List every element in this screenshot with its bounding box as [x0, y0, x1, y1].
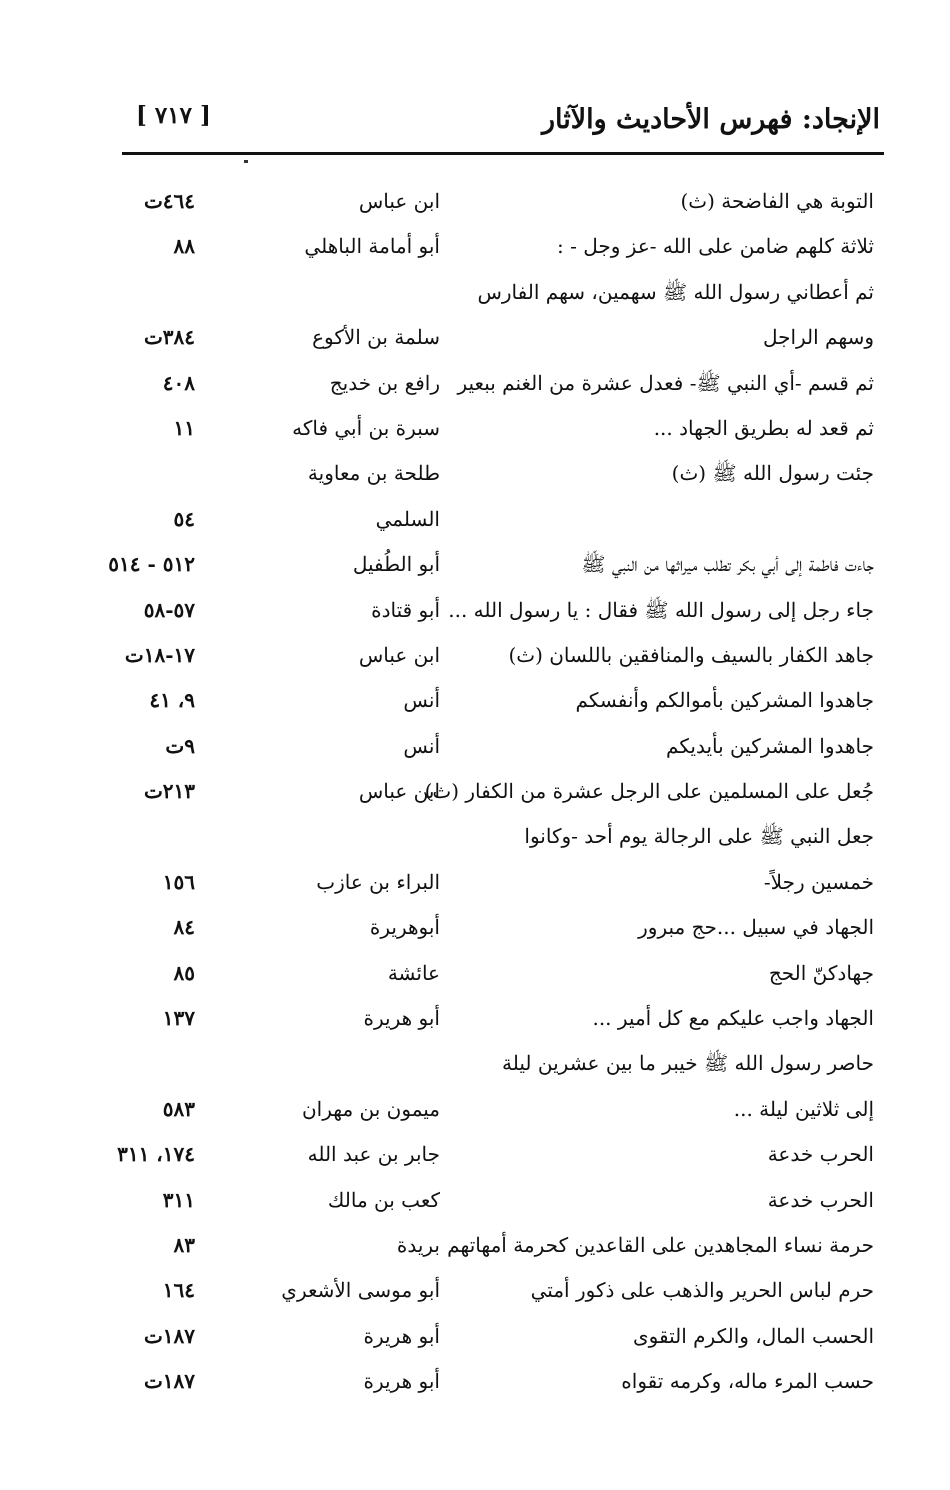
hadith-text: جهادكنّ الحج: [768, 960, 874, 985]
hadith-text: ثم قسم -أي النبي ﷺ- فعدل عشرة من الغنم ببعير: [457, 370, 874, 395]
page-reference: ٣١١: [162, 1187, 195, 1212]
narrator-name: سلمة بن الأكوع: [312, 325, 440, 350]
hadith-text: الحرب خدعة: [767, 1187, 874, 1212]
narrator-name: أبو هريرة: [363, 1369, 440, 1394]
narrator-name: ميمون بن مهران: [301, 1096, 440, 1121]
index-row: [0, 1365, 950, 1410]
index-row: [0, 775, 950, 820]
hadith-text: الجهاد في سبيل ...حج مبرور: [638, 915, 874, 940]
index-row: [0, 730, 950, 775]
page-reference: ٤٠٨: [162, 370, 195, 395]
narrator-name: أبو هريرة: [363, 1323, 440, 1348]
page-reference: ١٨٧ت: [143, 1323, 195, 1348]
hadith-text: حاصر رسول الله ﷺ خيبر ما بين عشرين ليلة: [502, 1051, 874, 1076]
page-reference: ١٧٤، ٣١١: [117, 1142, 195, 1167]
index-row: [0, 1274, 950, 1319]
hadith-text: حسب المرء ماله، وكرمه تقواه: [621, 1369, 874, 1394]
page-reference: ٨٨: [173, 234, 195, 259]
narrator-name: طلحة بن معاوية: [307, 461, 440, 486]
index-row: [0, 548, 950, 593]
index-row: [0, 503, 950, 548]
narrator-name: أبو أمامة الباهلي: [304, 234, 440, 259]
narrator-name: البراء بن عازب: [316, 869, 440, 894]
hadith-text: جُعل على المسلمين على الرجل عشرة من الكفار (ث): [424, 779, 874, 804]
narrator-name: أبو هريرة: [363, 1006, 440, 1031]
page-reference: ١٧-١٨ت: [124, 642, 195, 667]
page-reference: ٩، ٤١: [149, 688, 195, 713]
hadith-text: حرم لباس الحرير والذهب على ذكور أمتي: [530, 1278, 874, 1303]
page-reference: ٥٤: [173, 506, 195, 531]
hadith-text: جعل النبي ﷺ على الرجالة يوم أحد -وكانوا: [524, 824, 874, 849]
hadith-text: ثم أعطاني رسول الله ﷺ سهمين، سهم الفارس: [477, 279, 874, 304]
page-reference: ٣٨٤ت: [143, 325, 195, 350]
index-row: [0, 957, 950, 1002]
page-reference: ٥٨٣: [162, 1096, 195, 1121]
narrator-name: رافع بن خديج: [329, 370, 440, 395]
page-reference: ٨٣: [173, 1232, 195, 1257]
narrator-name: جابر بن عبد الله: [307, 1142, 440, 1167]
index-row: [0, 412, 950, 457]
hadith-text: حرمة نساء المجاهدين على القاعدين كحرمة أمهاتهم: [447, 1232, 874, 1257]
narrator-name: ابن عباس: [358, 779, 440, 804]
narrator-name: أنس: [403, 733, 440, 758]
narrator-name: بريدة: [396, 1232, 440, 1257]
running-title: الإنجاد: فهرس الأحاديث والآثار: [541, 104, 880, 135]
page-reference: ٥١٢ - ٥١٤: [108, 552, 195, 577]
narrator-name: سبرة بن أبي فاكه: [292, 415, 440, 440]
narrator-name: أبو الطُفيل: [352, 552, 440, 577]
index-row: [0, 1184, 950, 1229]
hadith-text: ثلاثة كلهم ضامن على الله -عز وجل - :: [557, 234, 874, 259]
index-row: [0, 457, 950, 502]
page-number: [ ٧١٧ ]: [136, 102, 211, 129]
narrator-name: أبو موسى الأشعري: [281, 1278, 440, 1303]
page-reference: ٨٥: [173, 960, 195, 985]
index-row: [0, 684, 950, 729]
narrator-name: السلمي: [375, 506, 440, 531]
page-reference: ١٦٤: [162, 1278, 195, 1303]
index-row: [0, 1047, 950, 1092]
hadith-text: جاهدوا المشركين بأيديكم: [666, 733, 874, 758]
index-row: [0, 1138, 950, 1183]
page-reference: ١٣٧: [162, 1006, 195, 1031]
index-row: [0, 820, 950, 865]
narrator-name: أنس: [403, 688, 440, 713]
hadith-text: جاهد الكفار بالسيف والمنافقين باللسان (ث): [508, 642, 874, 667]
hadith-text: جاهدوا المشركين بأموالكم وأنفسكم: [575, 688, 874, 713]
page-header: [122, 92, 884, 155]
narrator-name: ابن عباس: [358, 642, 440, 667]
index-row: [0, 185, 950, 230]
hadith-text: الحسب المال، والكرم التقوى: [633, 1323, 874, 1348]
index-row: [0, 639, 950, 684]
hadith-text: وسهم الراجل: [762, 325, 874, 350]
narrator-name: أبوهريرة: [369, 915, 440, 940]
page-reference: ١١: [173, 415, 195, 440]
hadith-text: جاء رجل إلى رسول الله ﷺ فقال : يا رسول الله ...: [448, 597, 874, 622]
narrator-name: ابن عباس: [358, 189, 440, 213]
index-row: [0, 1320, 950, 1365]
hadith-index-list: [0, 185, 950, 1411]
hadith-text: جاءت فاطمة إلى أبي بكر تطلب ميراثها من النبي ﷺ: [581, 552, 874, 577]
page-reference: ٥٧-٥٨: [143, 597, 195, 622]
hadith-text: الجهاد واجب عليكم مع كل أمير ...: [592, 1006, 874, 1031]
index-row: [0, 1002, 950, 1047]
index-row: [0, 367, 950, 412]
narrator-name: كعب بن مالك: [327, 1187, 440, 1212]
page-reference: ٨٤: [173, 915, 195, 940]
index-row: [0, 1229, 950, 1274]
hadith-text: إلى ثلاثين ليلة ...: [733, 1096, 874, 1121]
hadith-text: جئت رسول الله ﷺ (ث): [671, 461, 874, 486]
index-row: [0, 321, 950, 366]
narrator-name: عائشة: [387, 960, 440, 985]
page-reference: ٢١٣ت: [143, 779, 195, 804]
index-row: [0, 276, 950, 321]
narrator-name: أبو قتادة: [371, 597, 440, 622]
index-row: [0, 866, 950, 911]
page-reference: ١٨٧ت: [143, 1369, 195, 1394]
hadith-text: ثم قعد له بطريق الجهاد ...: [653, 415, 874, 440]
print-speck: [244, 160, 248, 163]
index-row: [0, 230, 950, 275]
index-row: [0, 594, 950, 639]
page-reference: ٤٦٤ت: [143, 189, 195, 213]
hadith-text: التوبة هي الفاضحة (ث): [680, 189, 874, 213]
page-reference: ١٥٦: [162, 869, 195, 894]
hadith-text: خمسين رجلاً-: [763, 869, 874, 894]
index-row: [0, 911, 950, 956]
index-row: [0, 1093, 950, 1138]
page-reference: ٩ت: [165, 733, 195, 758]
hadith-text: الحرب خدعة: [767, 1142, 874, 1167]
